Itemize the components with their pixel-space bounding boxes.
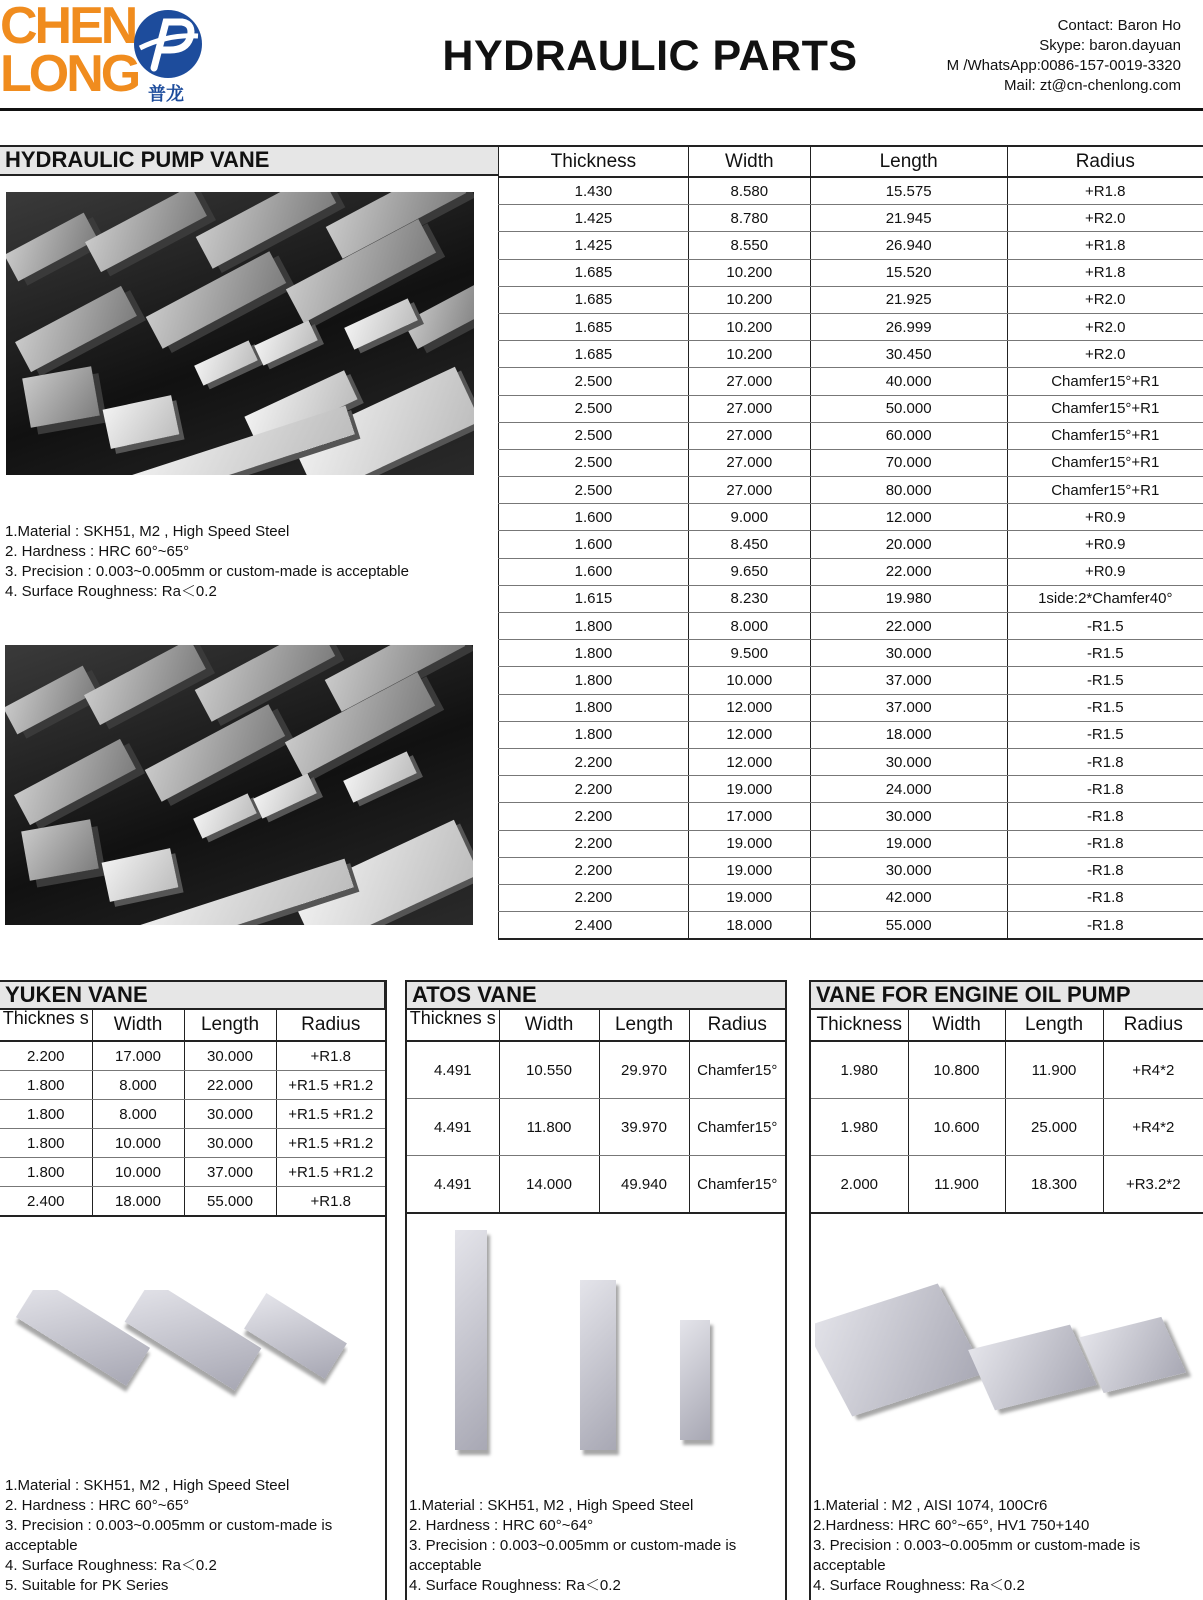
cell-width: 8.580 (688, 177, 810, 205)
cell-radius: Chamfer15°+R1 (1007, 422, 1203, 449)
cell-width: 19.000 (688, 830, 810, 857)
cell-length: 42.000 (810, 884, 1007, 911)
cell-length: 30.000 (184, 1100, 276, 1129)
cell-length: 50.000 (810, 395, 1007, 422)
logo-text-long: LONG (0, 45, 139, 103)
section-title-pump-vane: HYDRAULIC PUMP VANE (0, 145, 499, 176)
cell-length: 15.575 (810, 177, 1007, 205)
pump-vane-table (498, 145, 1203, 940)
cell-thickness: 1.425 (499, 205, 689, 232)
cell-radius: -R1.8 (1007, 912, 1203, 940)
cell-radius: -R1.8 (1007, 857, 1203, 884)
note-roughness: 4. Surface Roughness: Ra＜0.2 (813, 1577, 1025, 1594)
note-precision-cont: acceptable (5, 1537, 78, 1554)
pump-vane-photo-top (6, 192, 474, 475)
engine-vane-notes (813, 1496, 1198, 1596)
cell-width: 12.000 (688, 694, 810, 721)
column-header-width: Width (499, 1010, 599, 1041)
table-row (499, 640, 1203, 667)
cell-radius: Chamfer15°+R1 (1007, 368, 1203, 395)
cell-thickness: 2.200 (499, 803, 689, 830)
cell-radius: +R3.2*2 (1103, 1156, 1203, 1214)
cell-thickness: 2.500 (499, 449, 689, 476)
page-title: HYDRAULIC PARTS (442, 32, 858, 80)
cell-length: 40.000 (810, 368, 1007, 395)
atos-vane-photo (440, 1220, 740, 1460)
table-row (0, 1100, 385, 1129)
cell-radius: +R2.0 (1007, 341, 1203, 368)
table-row (499, 177, 1203, 205)
cell-length: 30.000 (810, 748, 1007, 775)
cell-thickness: 2.500 (499, 368, 689, 395)
atos-left-border (405, 980, 407, 1600)
cell-length: 30.000 (184, 1129, 276, 1158)
cell-width: 19.000 (688, 776, 810, 803)
cell-radius: -R1.5 (1007, 694, 1203, 721)
cell-thickness: 2.200 (499, 857, 689, 884)
company-logo (0, 0, 215, 108)
cell-radius: +R2.0 (1007, 205, 1203, 232)
cell-length: 18.300 (1005, 1156, 1103, 1214)
cell-length: 39.970 (599, 1099, 689, 1156)
cell-thickness: 1.800 (499, 694, 689, 721)
note-hardness: 2. Hardness : HRC 60°~65° (5, 1497, 190, 1514)
cell-thickness: 1.430 (499, 177, 689, 205)
logo-chinese-text: 普龙 (148, 84, 184, 105)
logo-emblem-icon (132, 8, 204, 80)
cell-width: 9.000 (688, 504, 810, 531)
note-material: 1.Material : SKH51, M2 , High Speed Steel (409, 1497, 694, 1514)
cell-thickness: 1.980 (811, 1041, 908, 1099)
cell-length: 22.000 (184, 1071, 276, 1100)
atos-vane-notes (409, 1496, 781, 1596)
cell-length: 30.000 (810, 857, 1007, 884)
cell-width: 9.650 (688, 558, 810, 585)
table-row (499, 205, 1203, 232)
table-header-row (499, 146, 1203, 177)
cell-thickness: 2.500 (499, 395, 689, 422)
cell-width: 27.000 (688, 395, 810, 422)
cell-width: 19.000 (688, 857, 810, 884)
cell-length: 30.000 (810, 803, 1007, 830)
cell-length: 19.980 (810, 585, 1007, 612)
cell-thickness: 1.800 (499, 721, 689, 748)
cell-width: 27.000 (688, 422, 810, 449)
table-row (407, 1156, 785, 1214)
cell-thickness: 2.200 (499, 830, 689, 857)
note-precision: 3. Precision : 0.003~0.005mm or custom-made is acceptable (5, 563, 409, 580)
cell-length: 12.000 (810, 504, 1007, 531)
cell-thickness: 2.200 (0, 1041, 92, 1071)
cell-width: 8.000 (92, 1100, 184, 1129)
note-roughness: 4. Surface Roughness: Ra＜0.2 (5, 1557, 217, 1574)
cell-width: 8.000 (688, 613, 810, 640)
cell-thickness: 1.685 (499, 341, 689, 368)
table-row (407, 1041, 785, 1099)
cell-radius: +R0.9 (1007, 558, 1203, 585)
cell-radius: +R1.8 (1007, 177, 1203, 205)
table-header-row (0, 1010, 385, 1041)
column-header-radius: Radius (276, 1010, 385, 1041)
note-hardness: 2.Hardness: HRC 60°~65°, HV1 750+140 (813, 1517, 1090, 1534)
table-row (499, 504, 1203, 531)
cell-thickness: 1.800 (499, 613, 689, 640)
note-precision: 3. Precision : 0.003~0.005mm or custom-made is (409, 1537, 737, 1554)
cell-length: 80.000 (810, 477, 1007, 504)
table-row (0, 1158, 385, 1187)
table-row (0, 1129, 385, 1158)
cell-thickness: 4.491 (407, 1099, 499, 1156)
table-row (0, 1071, 385, 1100)
table-row (407, 1099, 785, 1156)
cell-length: 22.000 (810, 613, 1007, 640)
cell-width: 27.000 (688, 449, 810, 476)
cell-radius: Chamfer15° (689, 1099, 785, 1156)
cell-length: 30.000 (810, 640, 1007, 667)
cell-thickness: 1.600 (499, 531, 689, 558)
cell-radius: -R1.5 (1007, 721, 1203, 748)
cell-width: 8.780 (688, 205, 810, 232)
cell-radius: +R1.5 +R1.2 (276, 1158, 385, 1187)
contact-name: Contact: Baron Ho (1057, 17, 1181, 34)
cell-radius: -R1.8 (1007, 748, 1203, 775)
contact-info (947, 16, 1181, 96)
cell-length: 37.000 (810, 694, 1007, 721)
cell-length: 37.000 (184, 1158, 276, 1187)
table-header-row (811, 1010, 1203, 1041)
section-title-yuken-vane: YUKEN VANE (0, 980, 386, 1010)
table-row (499, 341, 1203, 368)
cell-width: 10.000 (92, 1158, 184, 1187)
table-row (499, 912, 1203, 940)
cell-length: 37.000 (810, 667, 1007, 694)
note-precision-cont: acceptable (813, 1557, 886, 1574)
cell-width: 17.000 (92, 1041, 184, 1071)
column-header-thickness: Thicknes s (0, 1010, 92, 1041)
cell-length: 55.000 (184, 1187, 276, 1217)
cell-thickness: 2.200 (499, 748, 689, 775)
table-row (499, 613, 1203, 640)
cell-thickness: 1.685 (499, 259, 689, 286)
cell-thickness: 1.800 (499, 667, 689, 694)
table-row (499, 803, 1203, 830)
cell-radius: +R0.9 (1007, 504, 1203, 531)
cell-width: 10.600 (908, 1099, 1005, 1156)
contact-mail: Mail: zt@cn-chenlong.com (1004, 77, 1181, 94)
cell-width: 9.500 (688, 640, 810, 667)
cell-length: 19.000 (810, 830, 1007, 857)
table-row (499, 286, 1203, 313)
cell-width: 18.000 (92, 1187, 184, 1217)
column-header-radius: Radius (689, 1010, 785, 1041)
table-row (499, 830, 1203, 857)
cell-thickness: 1.615 (499, 585, 689, 612)
cell-thickness: 2.200 (499, 884, 689, 911)
cell-radius: -R1.8 (1007, 884, 1203, 911)
cell-radius: +R1.5 +R1.2 (276, 1071, 385, 1100)
table-row (811, 1099, 1203, 1156)
cell-thickness: 1.685 (499, 286, 689, 313)
table-row (499, 748, 1203, 775)
yuken-right-border (385, 980, 387, 1600)
table-row (499, 395, 1203, 422)
table-row (499, 313, 1203, 340)
cell-radius: -R1.8 (1007, 830, 1203, 857)
logo-text-chen: CHEN (0, 0, 136, 55)
cell-thickness: 2.400 (499, 912, 689, 940)
cell-thickness: 1.600 (499, 558, 689, 585)
cell-length: 11.900 (1005, 1041, 1103, 1099)
atos-right-border (785, 980, 787, 1600)
cell-length: 26.999 (810, 313, 1007, 340)
cell-width: 19.000 (688, 884, 810, 911)
note-hardness: 2. Hardness : HRC 60°~64° (409, 1517, 594, 1534)
section-title-engine-vane: VANE FOR ENGINE OIL PUMP (809, 980, 1203, 1010)
cell-length: 18.000 (810, 721, 1007, 748)
atos-vane-table (407, 1010, 785, 1214)
cell-thickness: 1.800 (0, 1158, 92, 1187)
table-header-row (407, 1010, 785, 1041)
column-header-width: Width (92, 1010, 184, 1041)
cell-length: 30.450 (810, 341, 1007, 368)
cell-length: 70.000 (810, 449, 1007, 476)
table-row (499, 449, 1203, 476)
cell-width: 27.000 (688, 368, 810, 395)
cell-radius: -R1.5 (1007, 640, 1203, 667)
cell-length: 26.940 (810, 232, 1007, 259)
table-row (499, 232, 1203, 259)
cell-width: 10.000 (688, 667, 810, 694)
cell-length: 21.945 (810, 205, 1007, 232)
cell-thickness: 2.500 (499, 422, 689, 449)
cell-width: 8.230 (688, 585, 810, 612)
note-hardness: 2. Hardness : HRC 60°~65° (5, 543, 190, 560)
yuken-vane-photo (8, 1290, 348, 1410)
cell-radius: -R1.5 (1007, 613, 1203, 640)
cell-radius: Chamfer15°+R1 (1007, 477, 1203, 504)
table-row (499, 531, 1203, 558)
column-header-length: Length (1005, 1010, 1103, 1041)
column-header-length: Length (810, 146, 1007, 177)
cell-thickness: 2.400 (0, 1187, 92, 1217)
cell-length: 20.000 (810, 531, 1007, 558)
table-row (499, 721, 1203, 748)
cell-length: 60.000 (810, 422, 1007, 449)
cell-radius: Chamfer15°+R1 (1007, 395, 1203, 422)
column-header-length: Length (184, 1010, 276, 1041)
table-row (499, 558, 1203, 585)
note-material: 1.Material : M2 , AISI 1074, 100Cr6 (813, 1497, 1048, 1514)
contact-skype: Skype: baron.dayuan (1039, 37, 1181, 54)
cell-length: 15.520 (810, 259, 1007, 286)
cell-width: 8.000 (92, 1071, 184, 1100)
cell-width: 12.000 (688, 748, 810, 775)
cell-radius: -R1.8 (1007, 776, 1203, 803)
cell-thickness: 1.800 (499, 640, 689, 667)
cell-radius: 1side:2*Chamfer40° (1007, 585, 1203, 612)
cell-width: 10.200 (688, 341, 810, 368)
column-header-thickness: Thickness (499, 146, 689, 177)
cell-width: 10.550 (499, 1041, 599, 1099)
table-row (499, 857, 1203, 884)
cell-radius: Chamfer15°+R1 (1007, 449, 1203, 476)
yuken-vane-table (0, 1010, 385, 1217)
table-row (499, 585, 1203, 612)
table-row (499, 259, 1203, 286)
engine-left-border (809, 980, 811, 1600)
cell-thickness: 4.491 (407, 1041, 499, 1099)
cell-width: 8.550 (688, 232, 810, 259)
section-title-atos-vane: ATOS VANE (405, 980, 787, 1010)
cell-width: 10.200 (688, 313, 810, 340)
cell-radius: -R1.5 (1007, 667, 1203, 694)
cell-thickness: 2.200 (499, 776, 689, 803)
cell-thickness: 1.600 (499, 504, 689, 531)
cell-thickness: 1.980 (811, 1099, 908, 1156)
cell-length: 21.925 (810, 286, 1007, 313)
cell-radius: +R2.0 (1007, 286, 1203, 313)
table-row (499, 368, 1203, 395)
cell-width: 18.000 (688, 912, 810, 940)
cell-width: 27.000 (688, 477, 810, 504)
table-row (499, 694, 1203, 721)
cell-thickness: 1.800 (0, 1129, 92, 1158)
table-row (0, 1041, 385, 1071)
table-row (499, 884, 1203, 911)
table-row (499, 776, 1203, 803)
cell-width: 12.000 (688, 721, 810, 748)
cell-width: 11.800 (499, 1099, 599, 1156)
cell-width: 10.800 (908, 1041, 1005, 1099)
note-material: 1.Material : SKH51, M2 , High Speed Steel (5, 523, 290, 540)
table-row (499, 667, 1203, 694)
cell-radius: Chamfer15° (689, 1041, 785, 1099)
cell-thickness: 2.500 (499, 477, 689, 504)
cell-radius: +R1.5 +R1.2 (276, 1100, 385, 1129)
cell-thickness: 1.800 (0, 1100, 92, 1129)
cell-length: 55.000 (810, 912, 1007, 940)
cell-radius: +R4*2 (1103, 1099, 1203, 1156)
column-header-width: Width (688, 146, 810, 177)
column-header-thickness: Thicknes s (407, 1010, 499, 1041)
cell-width: 10.200 (688, 286, 810, 313)
note-precision-cont: acceptable (409, 1557, 482, 1574)
cell-length: 22.000 (810, 558, 1007, 585)
note-roughness: 4. Surface Roughness: Ra＜0.2 (5, 583, 217, 600)
cell-length: 29.970 (599, 1041, 689, 1099)
cell-width: 10.000 (92, 1129, 184, 1158)
table-row (499, 422, 1203, 449)
cell-thickness: 2.000 (811, 1156, 908, 1214)
note-roughness: 4. Surface Roughness: Ra＜0.2 (409, 1577, 621, 1594)
table-row (499, 477, 1203, 504)
cell-radius: +R1.8 (1007, 232, 1203, 259)
column-header-radius: Radius (1007, 146, 1203, 177)
cell-radius: -R1.8 (1007, 803, 1203, 830)
column-header-thickness: Thickness (811, 1010, 908, 1041)
cell-radius: +R0.9 (1007, 531, 1203, 558)
cell-radius: +R1.8 (276, 1187, 385, 1217)
table-row (811, 1156, 1203, 1214)
cell-thickness: 1.425 (499, 232, 689, 259)
cell-radius: +R2.0 (1007, 313, 1203, 340)
pump-vane-notes (5, 522, 485, 602)
cell-thickness: 4.491 (407, 1156, 499, 1214)
contact-whatsapp: M /WhatsApp:0086-157-0019-3320 (946, 57, 1181, 74)
cell-radius: Chamfer15° (689, 1156, 785, 1214)
cell-length: 25.000 (1005, 1099, 1103, 1156)
cell-length: 49.940 (599, 1156, 689, 1214)
column-header-width: Width (908, 1010, 1005, 1041)
cell-width: 11.900 (908, 1156, 1005, 1214)
note-material: 1.Material : SKH51, M2 , High Speed Steel (5, 1477, 290, 1494)
cell-length: 24.000 (810, 776, 1007, 803)
table-row (0, 1187, 385, 1217)
pump-vane-photo-bottom (5, 645, 473, 925)
note-series: 5. Suitable for PK Series (5, 1577, 169, 1594)
note-precision: 3. Precision : 0.003~0.005mm or custom-made is (813, 1537, 1141, 1554)
column-header-length: Length (599, 1010, 689, 1041)
cell-radius: +R4*2 (1103, 1041, 1203, 1099)
table-row (811, 1041, 1203, 1099)
column-header-radius: Radius (1103, 1010, 1203, 1041)
cell-length: 30.000 (184, 1041, 276, 1071)
cell-radius: +R1.8 (276, 1041, 385, 1071)
header-divider (0, 108, 1203, 111)
engine-vane-photo (815, 1280, 1195, 1430)
engine-vane-table (811, 1010, 1203, 1214)
cell-radius: +R1.8 (1007, 259, 1203, 286)
cell-width: 17.000 (688, 803, 810, 830)
cell-radius: +R1.5 +R1.2 (276, 1129, 385, 1158)
cell-width: 14.000 (499, 1156, 599, 1214)
cell-width: 8.450 (688, 531, 810, 558)
cell-thickness: 1.685 (499, 313, 689, 340)
note-precision: 3. Precision : 0.003~0.005mm or custom-made is (5, 1517, 333, 1534)
cell-thickness: 1.800 (0, 1071, 92, 1100)
cell-width: 10.200 (688, 259, 810, 286)
yuken-vane-notes (5, 1476, 380, 1596)
